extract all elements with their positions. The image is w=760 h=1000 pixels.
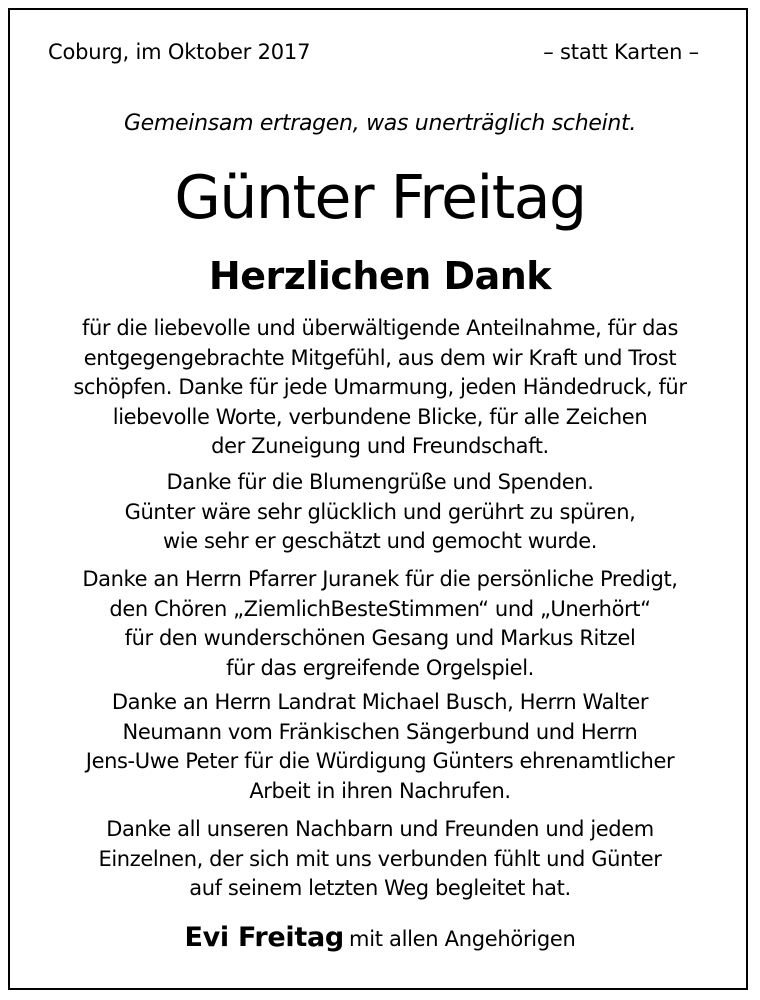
text-line: Danke an Herrn Pfarrer Juranek für die persönliche Predigt, [82,567,678,591]
paragraph-neighbors [20,815,740,904]
text-line: Danke für die Blumengrüße und Spenden. [166,470,594,494]
text-line: entgegengebrachte Mitgefühl, aus dem wir Kraft und Trost [83,345,677,370]
paragraph-eulogies [20,688,740,806]
text-line: für die liebevolle und überwältigende Anteilnahme, für das [81,316,679,340]
text-line: schöpfen. Danke für jede Umarmung, jeden Händedruck, für [73,375,687,399]
signature [0,922,760,953]
text-line: auf seinem letzten Weg begleitet hat. [189,876,571,900]
text-line: für das ergreifende Orgelspiel. [226,655,534,680]
text-line: Danke an Herrn Landrat Michael Busch, Herrn Walter [111,690,649,714]
text-line: der Zuneigung und Freundschaft. [211,434,549,458]
signature-name: Evi Freitag [184,922,344,953]
text-line: Arbeit in ihren Nachrufen. [249,778,511,803]
paragraph-flowers [20,468,740,557]
text-line: Jens-Uwe Peter für die Würdigung Günters ehrenamtlicher [85,749,675,773]
motto: Gemeinsam ertragen, was unerträglich scheint. [123,111,637,136]
deceased-name: Günter Freitag [174,163,586,233]
signature-relatives: mit allen Angehörigen [349,927,576,951]
text-line: Danke all unseren Nachbarn und Freunden und jedem [106,817,654,841]
text-line: für den wunderschönen Gesang und Markus Ritzel [124,626,636,650]
text-line: Neumann vom Fränkischen Sängerbund und Herrn [122,719,638,744]
place-and-date: Coburg, im Oktober 2017 [48,40,311,64]
text-line: Günter wäre sehr glücklich und gerührt zu spüren, [124,499,636,524]
thanks-heading: Herzlichen Dank [208,254,552,298]
text-line: wie sehr er geschätzt und gemocht wurde. [162,529,597,553]
text-line: liebevolle Worte, verbundene Blicke, für alle Zeichen [112,404,648,429]
paragraph-condolence [20,314,740,462]
instead-of-cards-note: – statt Karten – [543,40,699,64]
text-line: den Chören „ZiemlichBesteStimmen“ und „Unerhört“ [109,596,651,621]
text-line: Einzelnen, der sich mit uns verbunden fühlt und Günter [98,846,662,871]
paragraph-service [20,565,740,683]
